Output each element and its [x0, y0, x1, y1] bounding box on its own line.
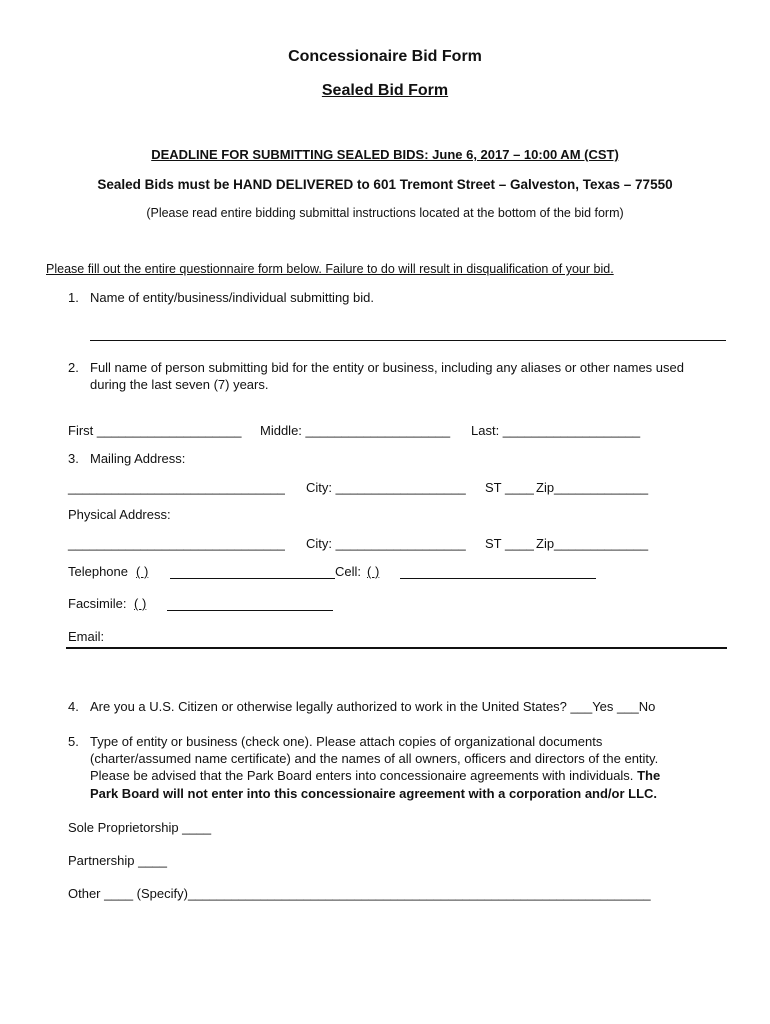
- q5-text-line3: [90, 768, 660, 783]
- disqualification-warning: Please fill out the entire questionnaire form below. Failure to do will result in disqualification of your bid.: [46, 262, 614, 276]
- q2-text-line1: Full name of person submitting bid for the entity or business, including any aliases or other names used: [90, 360, 684, 375]
- telephone-line[interactable]: [170, 578, 335, 579]
- form-title: Concessionaire Bid Form: [288, 48, 482, 65]
- form-subtitle: Sealed Bid Form: [321, 82, 449, 99]
- q5-line3-bold: The: [637, 768, 661, 783]
- cell-line[interactable]: [400, 578, 596, 579]
- q2-text-line2: during the last seven (7) years.: [90, 377, 269, 392]
- physical-city-field[interactable]: City: __________________: [306, 536, 466, 551]
- q1-answer-line[interactable]: [90, 340, 726, 341]
- physical-zip-field[interactable]: Zip_____________: [536, 536, 649, 551]
- deadline-notice: DEADLINE FOR SUBMITTING SEALED BIDS: June 6, 2017 – 10:00 AM (CST): [151, 147, 619, 162]
- instructions-note: (Please read entire bidding submittal instructions located at the bottom of the bid form): [146, 206, 624, 220]
- email-label: Email:: [68, 629, 105, 644]
- q4-number: 4.: [68, 699, 79, 714]
- facsimile-line[interactable]: [167, 610, 333, 611]
- facsimile-label: Facsimile:: [68, 596, 127, 611]
- other-entity-option[interactable]: Other ____ (Specify)________________________________________________________________: [68, 886, 651, 901]
- mailing-address-label: Mailing Address:: [90, 451, 186, 466]
- email-line[interactable]: [66, 647, 727, 649]
- mailing-zip-field[interactable]: Zip_____________: [536, 480, 649, 495]
- facsimile-area-code[interactable]: ( ): [134, 596, 147, 611]
- mailing-state-field[interactable]: ST ____: [485, 480, 534, 495]
- sole-proprietorship-option[interactable]: Sole Proprietorship ____: [68, 820, 212, 835]
- telephone-label: Telephone: [68, 564, 128, 579]
- telephone-area-code[interactable]: ( ): [136, 564, 149, 579]
- q5-text-line2: (charter/assumed name certificate) and the names of all owners, officers and directors of the entity.: [90, 751, 659, 766]
- q1-number: 1.: [68, 290, 79, 305]
- delivery-notice: Sealed Bids must be HAND DELIVERED to 601 Tremont Street – Galveston, Texas – 77550: [97, 177, 673, 192]
- physical-address-label: Physical Address:: [68, 507, 171, 522]
- partnership-option[interactable]: Partnership ____: [68, 853, 168, 868]
- middle-name-field[interactable]: Middle: ____________________: [260, 423, 451, 438]
- q5-number: 5.: [68, 734, 79, 749]
- q4-text[interactable]: Are you a U.S. Citizen or otherwise legally authorized to work in the United States? ___Yes ___No: [90, 699, 656, 714]
- q5-line3-regular: Please be advised that the Park Board enters into concessionaire agreements with individuals.: [90, 768, 634, 783]
- cell-label: Cell:: [335, 564, 362, 579]
- q1-text: Name of entity/business/individual submitting bid.: [90, 290, 374, 305]
- q5-text-line1: Type of entity or business (check one). Please attach copies of organizational documents: [90, 734, 603, 749]
- physical-street-field[interactable]: ______________________________: [68, 536, 285, 551]
- q2-number: 2.: [68, 360, 79, 375]
- first-name-field[interactable]: First ____________________: [68, 423, 242, 438]
- mailing-street-field[interactable]: ______________________________: [68, 480, 285, 495]
- physical-state-field[interactable]: ST ____: [485, 536, 534, 551]
- q3-number: 3.: [68, 451, 79, 466]
- mailing-city-field[interactable]: City: __________________: [306, 480, 466, 495]
- q5-text-line4: Park Board will not enter into this concessionaire agreement with a corporation and/or LLC.: [90, 786, 658, 801]
- cell-area-code[interactable]: ( ): [367, 564, 380, 579]
- last-name-field[interactable]: Last: ___________________: [471, 423, 641, 438]
